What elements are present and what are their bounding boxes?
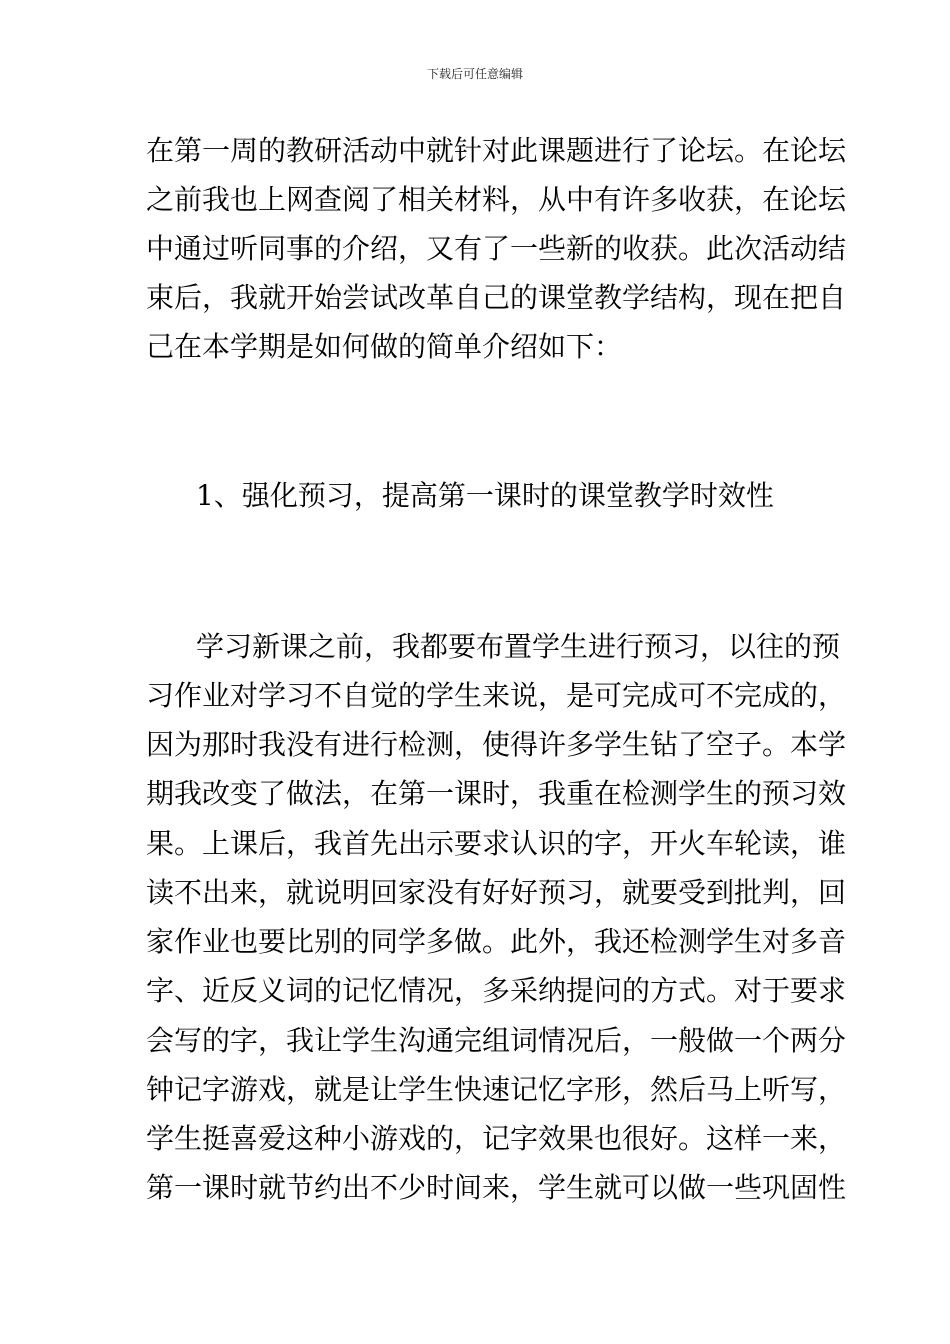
paragraph-line: 学习新课之前，我都要布置学生进行预习，以往的预 — [196, 630, 841, 663]
paragraph-line: 在第一周的教研活动中就针对此课题进行了论坛。在论坛 — [146, 134, 847, 167]
paragraph-line: 因为那时我没有进行检测，使得许多学生钻了空子。本学 — [146, 728, 847, 761]
paragraph-line: 习作业对学习不自觉的学生来说，是可完成可不完成的， — [146, 679, 847, 712]
paragraph-line: 第一课时就节约出不少时间来，学生就可以做一些巩固性 — [146, 1171, 847, 1204]
page-header: 下载后可任意编辑 — [426, 67, 523, 81]
paragraph-line: 学生挺喜爱这种小游戏的，记字效果也很好。这样一来， — [146, 1122, 847, 1155]
paragraph-line: 之前我也上网查阅了相关材料，从中有许多收获，在论坛 — [146, 183, 847, 216]
paragraph-line: 己在本学期是如何做的简单介绍如下： — [146, 330, 623, 363]
paragraph-line: 束后，我就开始尝试改革自己的课堂教学结构，现在把自 — [146, 281, 847, 314]
paragraph-line: 家作业也要比别的同学多做。此外，我还检测学生对多音 — [146, 925, 847, 958]
paragraph-line: 果。上课后，我首先出示要求认识的字，开火车轮读，谁 — [146, 827, 847, 860]
section-heading: 1、强化预习，提高第一课时的课堂教学时效性 — [196, 479, 774, 512]
paragraph-line: 字、近反义词的记忆情况，多采纳提问的方式。对于要求 — [146, 974, 847, 1007]
paragraph-line: 会写的字，我让学生沟通完组词情况后，一般做一个两分 — [146, 1024, 847, 1057]
paragraph-line: 期我改变了做法，在第一课时，我重在检测学生的预习效 — [146, 777, 847, 810]
paragraph-line: 钟记字游戏，就是让学生快速记忆字形，然后马上听写， — [146, 1073, 847, 1106]
paragraph-line: 中通过听同事的介绍，又有了一些新的收获。此次活动结 — [146, 232, 847, 265]
paragraph-line: 读不出来，就说明回家没有好好预习，就要受到批判，回 — [146, 876, 847, 909]
